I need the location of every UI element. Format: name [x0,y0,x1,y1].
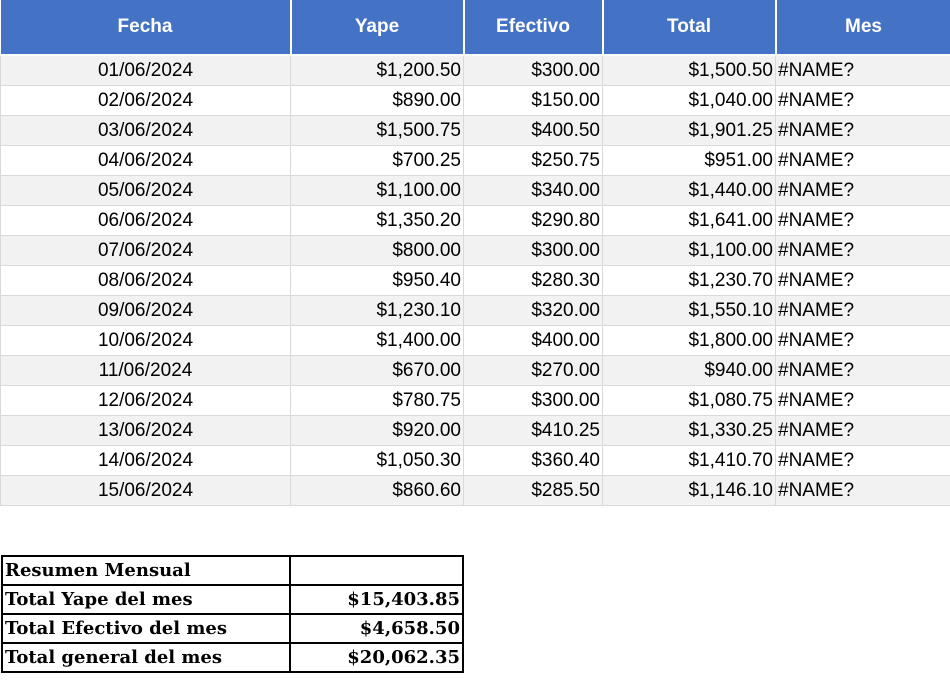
table-row [1,86,950,116]
cell-efectivo[interactable]: $250.75 [464,146,603,176]
cell-mes[interactable]: #NAME? [776,326,950,356]
summary-value[interactable]: $15,403.85 [290,585,463,614]
header-total[interactable]: Total [603,0,776,55]
cell-fecha[interactable]: 13/06/2024 [1,416,291,446]
cell-efectivo[interactable]: $150.00 [464,86,603,116]
cell-mes[interactable]: #NAME? [776,266,950,296]
cell-yape[interactable]: $1,200.50 [291,55,464,86]
cell-yape[interactable]: $1,500.75 [291,116,464,146]
cell-efectivo[interactable]: $340.00 [464,176,603,206]
summary-value[interactable]: $4,658.50 [290,614,463,643]
cell-fecha[interactable]: 09/06/2024 [1,296,291,326]
cell-mes[interactable]: #NAME? [776,386,950,416]
cell-total[interactable]: $951.00 [603,146,776,176]
summary-table [1,555,464,673]
table-row [1,446,950,476]
cell-efectivo[interactable]: $300.00 [464,55,603,86]
header-mes[interactable]: Mes [776,0,950,55]
cell-total[interactable]: $1,146.10 [603,476,776,506]
table-row [1,236,950,266]
cell-efectivo[interactable]: $400.50 [464,116,603,146]
summary-label[interactable]: Total Yape del mes [2,585,290,614]
cell-fecha[interactable]: 10/06/2024 [1,326,291,356]
table-row [1,266,950,296]
header-row [1,0,950,55]
header-fecha[interactable]: Fecha [1,0,291,55]
cell-mes[interactable]: #NAME? [776,446,950,476]
cell-efectivo[interactable]: $270.00 [464,356,603,386]
cell-yape[interactable]: $860.60 [291,476,464,506]
cell-fecha[interactable]: 01/06/2024 [1,55,291,86]
cell-total[interactable]: $1,550.10 [603,296,776,326]
cell-fecha[interactable]: 15/06/2024 [1,476,291,506]
header-yape[interactable]: Yape [291,0,464,55]
cell-efectivo[interactable]: $280.30 [464,266,603,296]
summary-title[interactable]: Resumen Mensual [2,556,290,585]
cell-yape[interactable]: $1,350.20 [291,206,464,236]
cell-fecha[interactable]: 08/06/2024 [1,266,291,296]
cell-yape[interactable]: $1,100.00 [291,176,464,206]
cell-total[interactable]: $940.00 [603,356,776,386]
summary-row [2,643,463,672]
cell-mes[interactable]: #NAME? [776,206,950,236]
cell-yape[interactable]: $1,050.30 [291,446,464,476]
cell-yape[interactable]: $800.00 [291,236,464,266]
summary-row [2,585,463,614]
cell-total[interactable]: $1,641.00 [603,206,776,236]
cell-total[interactable]: $1,330.25 [603,416,776,446]
cell-yape[interactable]: $1,230.10 [291,296,464,326]
cell-yape[interactable]: $890.00 [291,86,464,116]
cell-total[interactable]: $1,080.75 [603,386,776,416]
table-row [1,326,950,356]
cell-total[interactable]: $1,100.00 [603,236,776,266]
cell-total[interactable]: $1,230.70 [603,266,776,296]
cell-fecha[interactable]: 05/06/2024 [1,176,291,206]
summary-title-empty-cell[interactable] [290,556,463,585]
cell-total[interactable]: $1,410.70 [603,446,776,476]
summary-title-row [2,556,463,585]
cell-yape[interactable]: $920.00 [291,416,464,446]
cell-total[interactable]: $1,440.00 [603,176,776,206]
cell-fecha[interactable]: 11/06/2024 [1,356,291,386]
table-row [1,476,950,506]
cell-mes[interactable]: #NAME? [776,55,950,86]
cell-fecha[interactable]: 14/06/2024 [1,446,291,476]
cell-yape[interactable]: $670.00 [291,356,464,386]
summary-label[interactable]: Total general del mes [2,643,290,672]
cell-fecha[interactable]: 12/06/2024 [1,386,291,416]
summary-label[interactable]: Total Efectivo del mes [2,614,290,643]
summary-value[interactable]: $20,062.35 [290,643,463,672]
monthly-summary [1,555,464,673]
table-row [1,416,950,446]
cell-total[interactable]: $1,040.00 [603,86,776,116]
cell-fecha[interactable]: 06/06/2024 [1,206,291,236]
cell-mes[interactable]: #NAME? [776,356,950,386]
table-row [1,176,950,206]
summary-row [2,614,463,643]
cell-mes[interactable]: #NAME? [776,416,950,446]
cell-yape[interactable]: $950.40 [291,266,464,296]
table-row [1,146,950,176]
table-row [1,356,950,386]
table-body [1,55,950,506]
cell-total[interactable]: $1,800.00 [603,326,776,356]
cell-efectivo[interactable]: $300.00 [464,386,603,416]
table-row [1,55,950,86]
cell-yape[interactable]: $780.75 [291,386,464,416]
cell-mes[interactable]: #NAME? [776,116,950,146]
table-row [1,296,950,326]
cell-yape[interactable]: $1,400.00 [291,326,464,356]
cell-fecha[interactable]: 03/06/2024 [1,116,291,146]
cell-mes[interactable]: #NAME? [776,476,950,506]
cell-total[interactable]: $1,500.50 [603,55,776,86]
table-row [1,386,950,416]
table-row [1,206,950,236]
cell-fecha[interactable]: 02/06/2024 [1,86,291,116]
cell-mes[interactable]: #NAME? [776,236,950,266]
cell-efectivo[interactable]: $320.00 [464,296,603,326]
cell-mes[interactable]: #NAME? [776,146,950,176]
cell-efectivo[interactable]: $290.80 [464,206,603,236]
cell-efectivo[interactable]: $400.00 [464,326,603,356]
cell-fecha[interactable]: 07/06/2024 [1,236,291,266]
cell-yape[interactable]: $700.25 [291,146,464,176]
table-row [1,116,950,146]
cell-efectivo[interactable]: $410.25 [464,416,603,446]
header-efectivo[interactable]: Efectivo [464,0,603,55]
cell-mes[interactable]: #NAME? [776,86,950,116]
cell-efectivo[interactable]: $360.40 [464,446,603,476]
cell-efectivo[interactable]: $285.50 [464,476,603,506]
cell-total[interactable]: $1,901.25 [603,116,776,146]
cell-mes[interactable]: #NAME? [776,176,950,206]
cell-fecha[interactable]: 04/06/2024 [1,146,291,176]
cell-mes[interactable]: #NAME? [776,296,950,326]
cell-efectivo[interactable]: $300.00 [464,236,603,266]
